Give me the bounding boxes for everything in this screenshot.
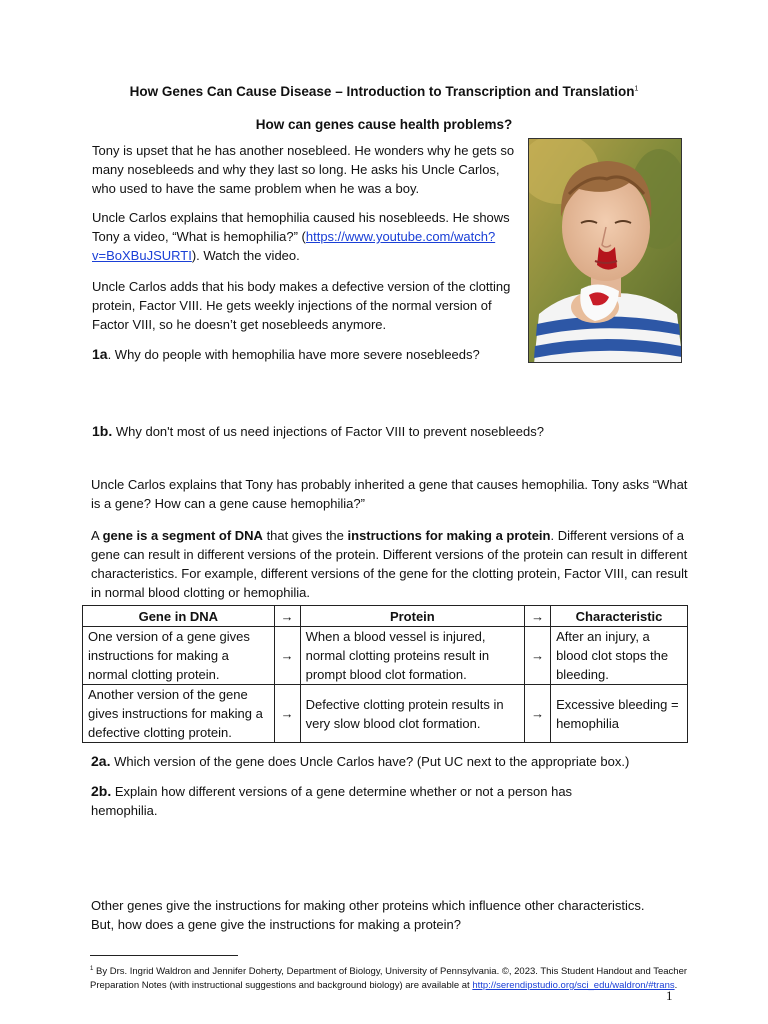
table-header-row: [83, 606, 688, 627]
question-1a: 1a. Why do people with hemophilia have more severe nosebleeds?: [92, 346, 480, 362]
arrow-icon: →: [274, 685, 300, 743]
arrow-icon: →: [525, 685, 551, 743]
header-characteristic: Characteristic: [551, 606, 688, 627]
table-cell: After an injury, a blood clot stops the bleeding.: [551, 627, 688, 685]
footnote-link[interactable]: http://serendipstudio.org/sci_edu/waldron/#trans: [472, 980, 675, 992]
table-cell: Defective clotting protein results in very slow blood clot formation.: [300, 685, 525, 743]
table-cell: Another version of the gene gives instructions for making a defective clotting protein.: [83, 685, 275, 743]
arrow-icon: →: [525, 627, 551, 685]
question-2b: 2b. Explain how different versions of a gene determine whether or not a person has hemophilia.: [91, 783, 573, 818]
arrow-icon: →: [274, 627, 300, 685]
paragraph-gene-definition: A gene is a segment of DNA that gives the instructions for making a protein. Different versions of a gene can result in different versions of the protein. Different versions of the protein can result in different characteristics. For example, different versions of the gene for the clotting protein, Factor VIII, can result in normal blood clotting or hemophilia.: [91, 528, 688, 600]
table-row: [83, 627, 688, 685]
page-title: How Genes Can Cause Disease – Introduction to Transcription and Translation$^1$: [129, 84, 639, 99]
video-link[interactable]: https://www.youtube.com/watch?v=BoXBuJSURTI: [92, 229, 496, 263]
gene-protein-table: [82, 605, 688, 743]
section-heading: How can genes cause health problems?: [255, 117, 513, 132]
footnote: $^1$ By Drs. Ingrid Waldron and Jennifer Doherty, Department of Biology, University of Pennsylvania. ©, 2023. This Student Handout and Teacher Preparation Notes (with instructional suggestions and background biology) are available at http://serendipstudio.org/sci_edu/waldron/#trans.: [90, 966, 688, 992]
header-gene: Gene in DNA: [83, 606, 275, 627]
boy-nosebleed-photo: [528, 138, 682, 363]
page-number: 1: [666, 988, 673, 1003]
paragraph-other-genes: Other genes give the instructions for making other proteins which influence other characteristics. But, how does a gene give the instructions for making a protein?: [91, 898, 645, 932]
paragraph-inherited-gene: Uncle Carlos explains that Tony has probably inherited a gene that causes hemophilia. Tony asks “What is a gene? How can a gene cause hemophilia?”: [91, 477, 688, 511]
header-protein: Protein: [300, 606, 525, 627]
paragraph-video: Uncle Carlos explains that hemophilia caused his nosebleeds. He shows Tony a video, “What is hemophilia?” (https://www.youtube.com/watch?v=BoXBuJSURTI). Watch the video.: [92, 210, 510, 263]
arrow-icon: →: [274, 606, 300, 627]
paragraph-tony-nosebleed: Tony is upset that he has another nosebleed. He wonders why he gets so many nosebleeds and why they last so long. He asks his Uncle Carlos, who used to have the same problem when he was a boy.: [92, 143, 515, 196]
table-cell: One version of a gene gives instructions for making a normal clotting protein.: [83, 627, 275, 685]
paragraph-factor-viii: Uncle Carlos adds that his body makes a defective version of the clotting protein, Factor VIII. He gets weekly injections of the normal version of Factor VIII, so he doesn’t get nosebleeds anymore.: [92, 279, 511, 332]
arrow-icon: →: [525, 606, 551, 627]
question-1b: 1b. Why don't most of us need injections of Factor VIII to prevent nosebleeds?: [92, 423, 544, 439]
table-cell: When a blood vessel is injured, normal clotting proteins result in prompt blood clot formation.: [300, 627, 525, 685]
footnote-divider: [90, 955, 238, 956]
question-2a: 2a. Which version of the gene does Uncle Carlos have? (Put UC next to the appropriate box.): [91, 753, 630, 769]
footnote-marker: 1: [634, 85, 639, 93]
table-cell: Excessive bleeding = hemophilia: [551, 685, 688, 743]
table-row: [83, 685, 688, 743]
